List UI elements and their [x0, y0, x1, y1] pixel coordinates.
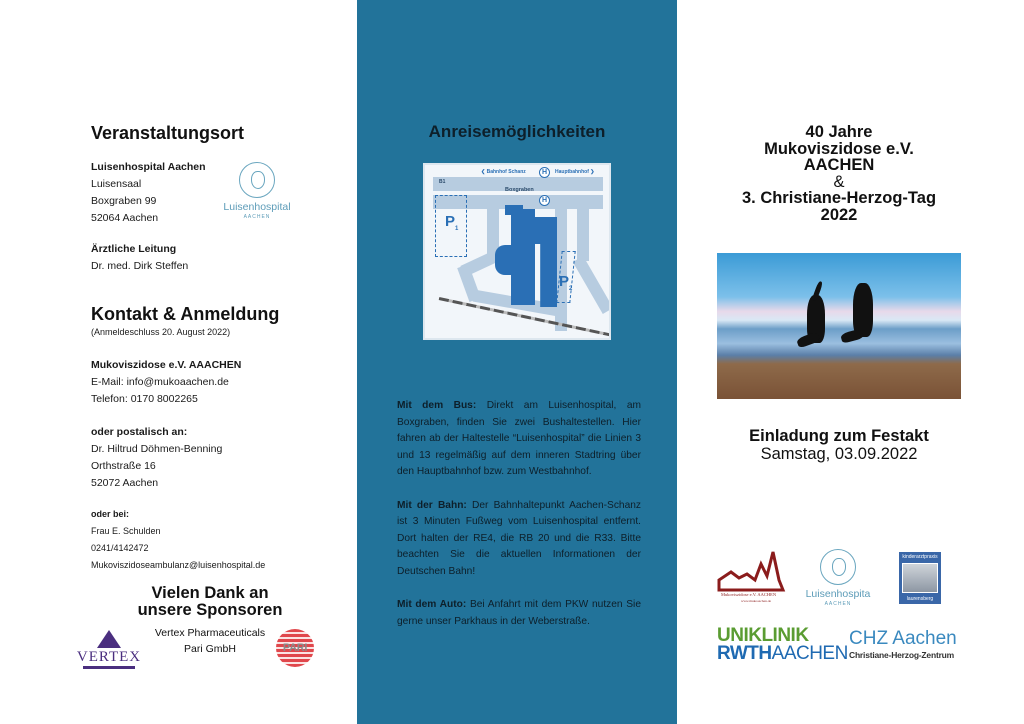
- postal-city: 52072 Aachen: [91, 477, 159, 489]
- map-label-hauptbahnhof: Hauptbahnhof ❯: [555, 169, 595, 175]
- alt-contact-block: [91, 506, 265, 574]
- bus-stop-icon: H: [539, 195, 550, 206]
- hospital-building-annex: [495, 245, 525, 275]
- luisenhospital-logo-city: AACHEN: [824, 601, 852, 607]
- vertex-underline: [83, 666, 135, 669]
- map-road-right2: [577, 201, 589, 261]
- kinder-logo-bottom: laurensberg: [906, 596, 934, 602]
- rwth-text: RWTH: [717, 643, 772, 664]
- invitation-block: [697, 428, 981, 463]
- venue-street: Boxgraben 99: [91, 195, 157, 207]
- middle-panel: [357, 0, 677, 724]
- kinder-logo-top: kinderarztpraxis: [902, 554, 938, 560]
- event-title-year: 2022: [820, 205, 858, 224]
- postal-name: Dr. Hiltrud Döhmen-Benning: [91, 443, 223, 455]
- contact-phone: Telefon: 0170 8002265: [91, 393, 198, 405]
- venue-city: 52064 Aachen: [91, 212, 159, 224]
- vertex-logo-text: VERTEX: [76, 649, 142, 665]
- sponsor-list: [130, 625, 290, 657]
- location-map: [423, 163, 611, 340]
- luisenhospital-logo-icon: [220, 162, 294, 220]
- sponsors-heading-line2: unsere Sponsoren: [137, 601, 283, 619]
- sponsor-item: Vertex Pharmaceuticals: [154, 627, 266, 639]
- luisenhospital-face-icon: [239, 162, 275, 198]
- uniklinik-rwth-logo-icon: [717, 627, 848, 663]
- svg-text:Mukoviszidose e.V. AACHEN: Mukoviszidose e.V. AACHEN: [721, 592, 777, 597]
- travel-car-lead: Mit dem Auto:: [397, 599, 467, 611]
- person-silhouette-legs: [840, 328, 864, 343]
- sponsors-heading: [90, 585, 330, 619]
- postal-street: Orthstraße 16: [91, 460, 156, 472]
- medical-heading: Ärztliche Leitung: [91, 243, 177, 255]
- event-title-line: Mukoviszidose e.V.: [764, 139, 914, 158]
- map-label-bahnhof-schanz: ❮ Bahnhof Schanz: [481, 169, 526, 175]
- map-label-b1: B1: [439, 179, 446, 185]
- sponsors-heading-line1: Vielen Dank an: [151, 584, 269, 602]
- jumping-people-photo: [717, 253, 961, 399]
- sponsor-item: Pari GmbH: [184, 643, 236, 655]
- contact-heading: Kontakt & Anmeldung: [91, 304, 280, 324]
- travel-bus-text: Direkt am Luisenhospital, am Boxgraben, finden Sie zwei Bushaltestellen. Hier fahren ab der Haltestelle “Luisenhospital” die Linien 3 und 13 regelmäßig auf dem inneren Stadtring über den Hauptbahnhof bzw. zum Westbahnhof.: [397, 400, 641, 478]
- event-title-line: AACHEN: [803, 156, 875, 174]
- venue-block: [91, 159, 206, 227]
- uniklinik-text: UNIKLINIK: [717, 625, 809, 646]
- parking-p2-label: $P_2$: [559, 273, 573, 292]
- invitation-title: Einladung zum Festakt: [749, 427, 929, 445]
- travel-bus-lead: Mit dem Bus:: [397, 400, 477, 411]
- venue-name: Luisenhospital Aachen: [91, 161, 206, 173]
- mukoviszidose-aachen-logo-icon: [717, 550, 787, 608]
- bus-stop-icon: H: [539, 167, 550, 178]
- venue-room: Luisensaal: [91, 178, 142, 190]
- rwth-aachen-text: AACHEN: [771, 643, 848, 664]
- pari-logo-icon: [276, 629, 314, 667]
- travel-car: [397, 597, 641, 630]
- luisenhospital-logo-city: AACHEN: [243, 214, 271, 220]
- luisenhospital-logo-icon: [803, 549, 873, 607]
- luisenhospital-face-icon: [820, 549, 856, 585]
- travel-bus: [397, 398, 641, 481]
- luisenhospital-logo-name: Luisenhospita: [805, 588, 871, 600]
- travel-car-text: Bei Anfahrt mit dem PKW nutzen Sie gerne unser Parkhaus in der Weberstraße.: [397, 599, 641, 627]
- travel-text: [397, 398, 641, 647]
- alt-name: Frau E. Schulden: [91, 526, 161, 536]
- alt-phone: 0241/4142472: [91, 543, 149, 553]
- travel-train: [397, 498, 641, 581]
- person-silhouette-legs: [796, 332, 820, 349]
- contact-deadline: (Anmeldeschluss 20. August 2022): [91, 327, 231, 337]
- map-road-right3: [573, 256, 611, 314]
- travel-train-lead: Mit der Bahn:: [397, 499, 467, 511]
- svg-text:www.mukoaachen.de: www.mukoaachen.de: [741, 599, 772, 603]
- medical-lead-block: [91, 241, 188, 275]
- venue-heading: Veranstaltungsort: [91, 123, 245, 143]
- travel-train-text: Der Bahnhaltepunkt Aachen-Schanz ist 3 Minuten Fußweg vom Luisenhospital entfernt. Dort halten der RE4, die RB 20 und die R33. Bitte beachten Sie die aktuellen Informationen der Deutschen Bahn!: [397, 499, 641, 577]
- medical-name: Dr. med. Dirk Steffen: [91, 260, 189, 272]
- map-label-boxgraben: Boxgraben: [505, 187, 534, 193]
- luisenhospital-logo-name: Luisenhospital: [223, 201, 291, 213]
- alt-email[interactable]: Mukoviszidoseambulanz@luisenhospital.de: [91, 560, 266, 570]
- vertex-logo-icon: [74, 630, 144, 669]
- chz-aachen-logo-icon: [849, 628, 957, 660]
- postal-heading: oder postalisch an:: [91, 426, 188, 438]
- hospital-building-top: [505, 205, 523, 215]
- alt-heading: oder bei:: [91, 509, 130, 519]
- parking-p1-label: $P_1$: [445, 213, 459, 232]
- event-date: Samstag, 03.09.2022: [760, 445, 918, 463]
- event-title-line: 3. Christiane-Herzog-Tag: [741, 189, 937, 207]
- pari-logo-text: PARI: [282, 642, 308, 654]
- event-title: [697, 124, 981, 223]
- kinder-building-image: [902, 563, 938, 593]
- contact-email[interactable]: E-Mail: info@mukoaachen.de: [91, 376, 229, 388]
- kinderarztpraxis-laurensberg-logo-icon: [899, 552, 941, 604]
- postal-block: [91, 424, 222, 492]
- chz-subtitle: Christiane-Herzog-Zentrum: [849, 650, 955, 660]
- contact-block: [91, 357, 241, 408]
- vertex-triangle-icon: [97, 630, 121, 648]
- event-title-line: 40 Jahre: [805, 123, 873, 141]
- travel-heading: Anreisemöglichkeiten: [428, 122, 606, 141]
- event-title-ampersand: &: [833, 172, 845, 191]
- chz-title: CHZ Aachen: [849, 628, 957, 649]
- right-panel: [677, 0, 1024, 724]
- contact-org: Mukoviszidose e.V. AAACHEN: [91, 359, 242, 371]
- left-panel: [0, 0, 357, 724]
